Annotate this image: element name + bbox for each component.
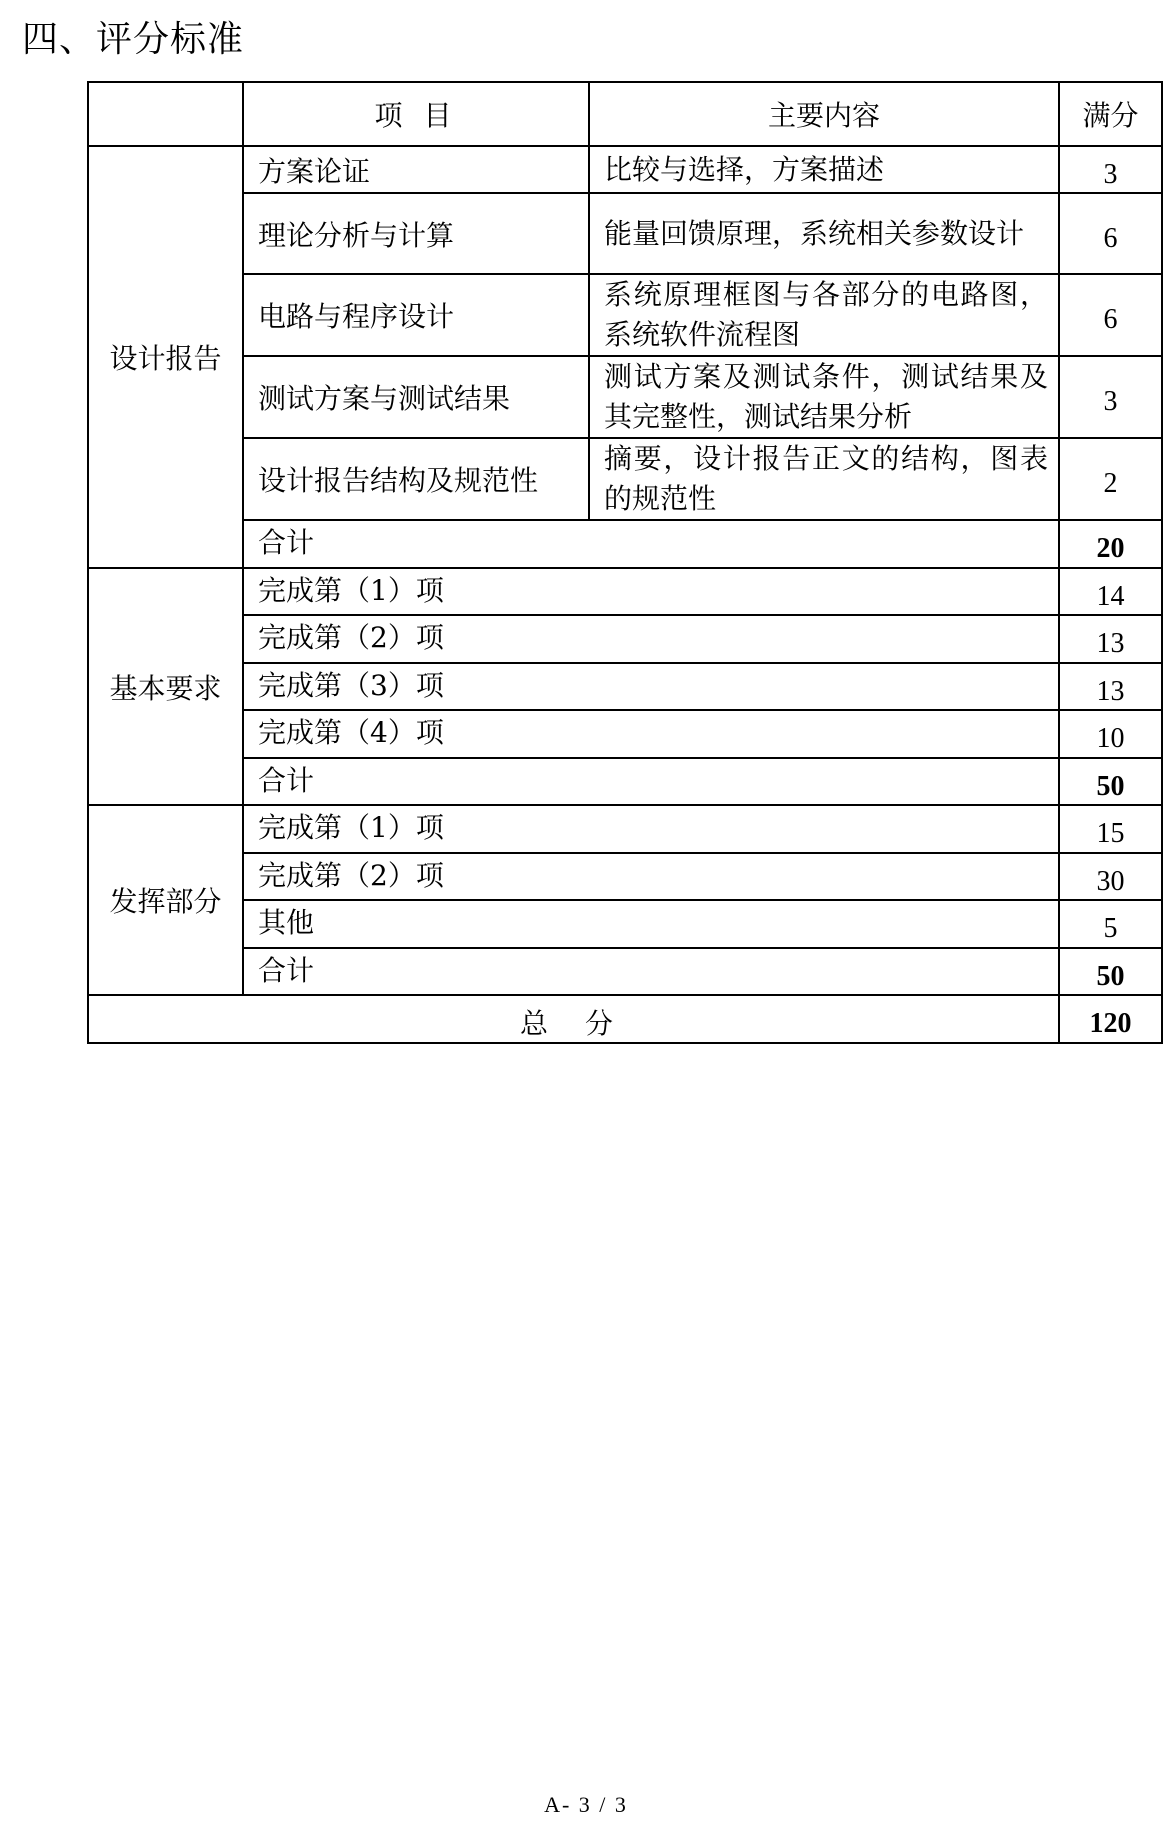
row-item: 方案论证 — [243, 146, 589, 193]
row-item: 完成第（3）项 — [243, 663, 1059, 710]
row-score: 13 — [1059, 663, 1162, 710]
row-content: 比较与选择，方案描述 — [589, 146, 1059, 193]
grading-table — [87, 81, 1163, 1044]
header-score: 满分 — [1059, 82, 1162, 146]
subtotal-score: 50 — [1059, 948, 1162, 995]
table-row — [88, 274, 1162, 356]
row-score: 15 — [1059, 805, 1162, 853]
row-item: 理论分析与计算 — [243, 193, 589, 274]
table-row — [88, 805, 1162, 853]
table-row — [88, 438, 1162, 520]
row-item: 电路与程序设计 — [243, 274, 589, 356]
row-score: 13 — [1059, 615, 1162, 663]
header-content: 主要内容 — [589, 82, 1059, 146]
row-score: 6 — [1059, 274, 1162, 356]
subtotal-score: 50 — [1059, 758, 1162, 805]
subtotal-score: 20 — [1059, 520, 1162, 568]
subtotal-row — [88, 520, 1162, 568]
row-score: 14 — [1059, 568, 1162, 615]
row-content: 摘要，设计报告正文的结构，图表的规范性 — [589, 438, 1059, 520]
row-content: 测试方案及测试条件，测试结果及其完整性，测试结果分析 — [589, 356, 1059, 438]
subtotal-label: 合计 — [243, 758, 1059, 805]
row-content: 能量回馈原理，系统相关参数设计 — [589, 193, 1059, 274]
row-item: 完成第（2）项 — [243, 615, 1059, 663]
subtotal-label: 合计 — [243, 520, 1059, 568]
section-heading: 四、评分标准 — [22, 19, 245, 60]
subtotal-row — [88, 758, 1162, 805]
table-row — [88, 710, 1162, 758]
table-row — [88, 615, 1162, 663]
page-number: A- 3 / 3 — [544, 1792, 628, 1817]
category-design-report: 设计报告 — [88, 146, 243, 568]
row-item: 完成第（1）项 — [243, 805, 1059, 853]
row-content: 系统原理框图与各部分的电路图，系统软件流程图 — [589, 274, 1059, 356]
table-row — [88, 568, 1162, 615]
table-row — [88, 853, 1162, 900]
total-score: 120 — [1059, 995, 1162, 1043]
row-score: 30 — [1059, 853, 1162, 900]
total-row — [88, 995, 1162, 1043]
row-score: 6 — [1059, 193, 1162, 274]
row-score: 3 — [1059, 356, 1162, 438]
row-item: 完成第（4）项 — [243, 710, 1059, 758]
row-item: 完成第（1）项 — [243, 568, 1059, 615]
category-advanced-part: 发挥部分 — [88, 805, 243, 995]
table-row — [88, 663, 1162, 710]
total-label: 总 分 — [88, 995, 1059, 1043]
table-row — [88, 900, 1162, 948]
table-row — [88, 146, 1162, 193]
row-score: 2 — [1059, 438, 1162, 520]
row-item: 设计报告结构及规范性 — [243, 438, 589, 520]
subtotal-row — [88, 948, 1162, 995]
row-score: 3 — [1059, 146, 1162, 193]
header-item: 项 目 — [243, 82, 589, 146]
row-item: 测试方案与测试结果 — [243, 356, 589, 438]
header-blank-cell — [88, 82, 243, 146]
row-score: 10 — [1059, 710, 1162, 758]
table-row — [88, 356, 1162, 438]
row-item: 完成第（2）项 — [243, 853, 1059, 900]
table-header-row — [88, 82, 1162, 146]
category-basic-requirements: 基本要求 — [88, 568, 243, 805]
table-row — [88, 193, 1162, 274]
row-item: 其他 — [243, 900, 1059, 948]
subtotal-label: 合计 — [243, 948, 1059, 995]
row-score: 5 — [1059, 900, 1162, 948]
